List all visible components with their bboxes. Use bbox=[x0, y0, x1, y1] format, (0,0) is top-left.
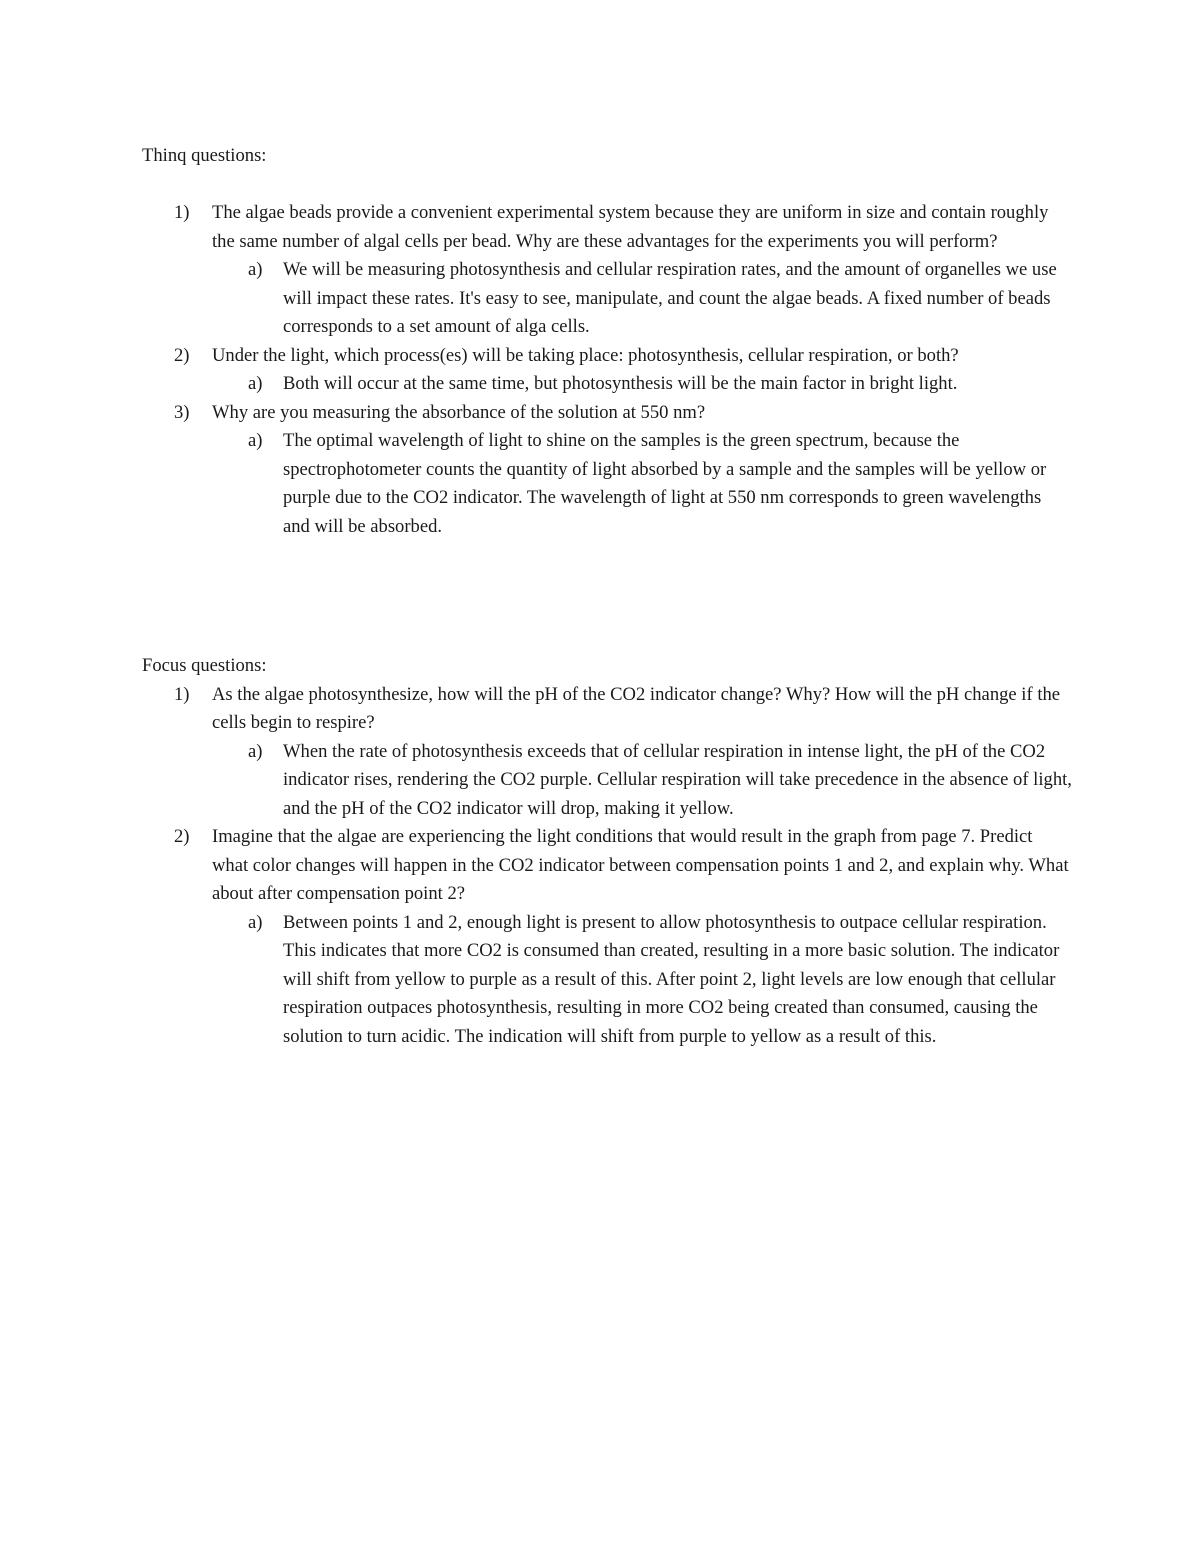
answer-list bbox=[212, 738, 1072, 824]
question-text: Under the light, which process(es) will be taking place: photosynthesis, cellular respiration, or both? bbox=[212, 344, 959, 366]
question-number: 1) bbox=[174, 683, 190, 705]
answer-letter: a) bbox=[248, 430, 263, 451]
question-text: As the algae photosynthesize, how will the pH of the CO2 indicator change? Why? How will the pH change if the cells begin to respire? bbox=[212, 683, 1061, 733]
answer-list bbox=[212, 427, 1072, 541]
thinq-question-list bbox=[142, 199, 1072, 541]
thinq-section bbox=[142, 142, 1072, 541]
focus-answer-1 bbox=[212, 738, 1072, 824]
question-number: 2) bbox=[174, 344, 190, 366]
answer-text: Both will occur at the same time, but photosynthesis will be the main factor in bright light. bbox=[283, 373, 958, 394]
thinq-question-1 bbox=[142, 199, 1072, 342]
answer-letter: a) bbox=[248, 373, 263, 394]
answer-text: When the rate of photosynthesis exceeds that of cellular respiration in intense light, the pH of the CO2 indicator rises, rendering the CO2 purple. Cellular respiration will take precedence in the absence of light, and the pH of the CO2 indicator will drop, making it yellow. bbox=[283, 740, 1072, 819]
question-text: Imagine that the algae are experiencing the light conditions that would result in the graph from page 7. Predict what color changes will happen in the CO2 indicator between compensation points 1 and 2, and explain why. What about after compensation point 2? bbox=[212, 826, 1069, 904]
answer-letter: a) bbox=[248, 740, 263, 762]
answer-letter: a) bbox=[248, 911, 263, 933]
thinq-question-3 bbox=[142, 399, 1072, 542]
focus-answer-2 bbox=[212, 909, 1072, 1052]
thinq-answer-2 bbox=[212, 370, 1072, 399]
question-number: 2) bbox=[174, 826, 190, 847]
thinq-answer-3 bbox=[212, 427, 1072, 541]
focus-question-1 bbox=[142, 681, 1072, 824]
question-number: 3) bbox=[174, 401, 190, 423]
focus-question-2 bbox=[142, 823, 1072, 1051]
answer-list bbox=[212, 370, 1072, 399]
answer-text: Between points 1 and 2, enough light is present to allow photosynthesis to outpace cellular respiration. This indicates that more CO2 is consumed than created, resulting in a more basic solution. The indicator will shift from yellow to purple as a result of this. After point 2, light levels are low enough that cellular respiration outpaces photosynthesis, resulting in more CO2 being created than consumed, causing the solution to turn acidic. The indication will shift from purple to yellow as a result of this. bbox=[283, 911, 1060, 1047]
question-text: Why are you measuring the absorbance of the solution at 550 nm? bbox=[212, 401, 706, 423]
thinq-heading: Thinq questions: bbox=[142, 145, 267, 166]
focus-section bbox=[142, 652, 1072, 1051]
answer-list bbox=[212, 909, 1072, 1052]
thinq-answer-1 bbox=[212, 256, 1072, 342]
thinq-question-2 bbox=[142, 342, 1072, 399]
focus-heading: Focus questions: bbox=[142, 655, 267, 676]
question-text: The algae beads provide a convenient experimental system because they are uniform in size and contain roughly the same number of algal cells per bead. Why are these advantages for the experiments you will perform? bbox=[212, 202, 1049, 252]
answer-letter: a) bbox=[248, 259, 263, 280]
question-number: 1) bbox=[174, 202, 190, 223]
focus-question-list bbox=[142, 681, 1072, 1052]
answer-text: The optimal wavelength of light to shine on the samples is the green spectrum, because the spectrophotometer counts the quantity of light absorbed by a sample and the samples will be yellow or purple due to the CO2 indicator. The wavelength of light at 550 nm corresponds to green wavelengths and will be absorbed. bbox=[283, 430, 1047, 537]
answer-text: We will be measuring photosynthesis and cellular respiration rates, and the amount of organelles we use will impact these rates. It's easy to see, manipulate, and count the algae beads. A fixed number of beads corresponds to a set amount of alga cells. bbox=[283, 259, 1057, 337]
answer-list bbox=[212, 256, 1072, 342]
